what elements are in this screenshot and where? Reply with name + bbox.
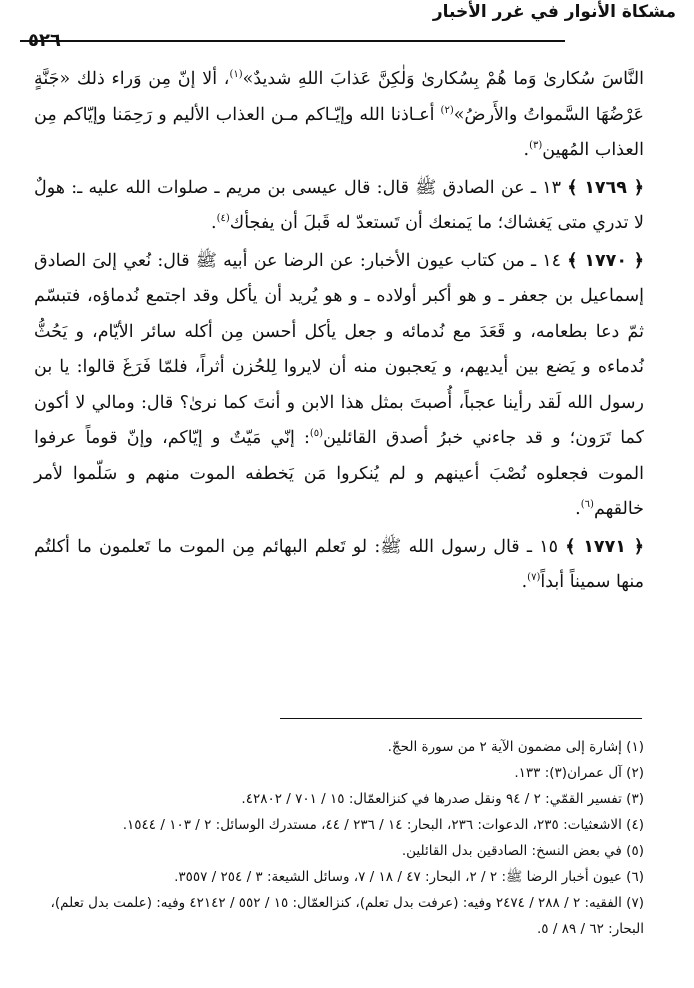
footnote-separator bbox=[280, 718, 642, 719]
hadith-end: . bbox=[521, 572, 528, 592]
hadith-1771 bbox=[34, 530, 644, 601]
main-text bbox=[34, 62, 644, 601]
footnote-ref: (٦) bbox=[580, 499, 594, 511]
hadith-1769 bbox=[34, 171, 644, 242]
footnote-ref: (٧) bbox=[527, 572, 541, 584]
header-rule bbox=[20, 40, 565, 42]
hadith-text: ١٣ ـ عن الصادق ﷺ قال: قال عيسى بن مريم ـ صلوات الله عليه ـ: هولٌ لا تدري متى يَغشاك؛ ما يَمنعك أن تَستعدّ له قَبلَ أن يفجأك bbox=[34, 177, 644, 233]
page-number: ٥٢٦ bbox=[28, 30, 61, 51]
footnote-3: (٣) تفسير القمّي: ٢ / ٩٤ ونقل صدرها في كنزالعمّال: ١٥ / ٧٠١ / ٤٢٨٠٢. bbox=[241, 791, 644, 807]
hadith-number: ﴿ ١٧٧١ ﴾ bbox=[565, 536, 644, 557]
hadith-text-part: ١٤ ـ من كتاب عيون الأخبار: عن الرضا عن أبيه ﷺ قال: نُعي إلىَ الصادق إسماعيل بن جعفر ـ و هو أكبر أولاده ـ و هو يُريد أن يأكل وقد اجتمع نُدماؤه، فتبسّم ثمّ دعا بطعامه، و قَعَدَ مع نُدمائه و جعل يأكل أحسن مِن أكله سائر الأيّام، و يَحُثُّ نُدماءه و يَضع بين أيديهم، و يَعجبون منه أن لايروا لِلحُزن أثراً، فلمّا فَرَغَ قالوا: يا بن رسول الله لَقد رأينا عجباً، أُصبتَ بمثل هذا الابن و أنتَ كما نرىٰ؟ قال: ومالي لا أكون كما تَرَون؛ و قد جاءني خبرُ أصدق القائلين bbox=[34, 250, 644, 448]
footnote-6: (٦) عيون أخبار الرضا ﷺ: ٢ / ٢، البحار: ٤٧ / ١٨ / ٧، وسائل الشيعة: ٣ / ٢٥٤ / ٣٥٥٧. bbox=[174, 869, 644, 885]
footnote-ref: (٥) bbox=[309, 428, 324, 440]
hadith-end: . bbox=[575, 499, 581, 519]
hadith-number: ﴿ ١٧٧٠ ﴾ bbox=[567, 250, 644, 271]
footnote-7: (٧) الفقيه: ٢ / ٢٨٨ / ٢٤٧٤ وفيه: (عرفت بدل تعلم)، كنزالعمّال: ١٥ / ٥٥٢ / ٤٢١٤٢ وفيه: (علمت بدل تعلم)، البحار: ٦٢ / ٨٩ / ٥. bbox=[50, 895, 644, 937]
paragraph-text: أعـاذنا الله وإيّـاكم مـن العذاب الأليم و رَحِمَنا وإيّاكم مِن العذاب المُهين bbox=[34, 104, 644, 160]
footnote-2: (٢) آل عمران(٣): ١٣٣. bbox=[514, 765, 644, 781]
paragraph-text: . bbox=[523, 140, 530, 160]
footnote-4: (٤) الاشعثيات: ٢٣٥، الدعوات: ٢٣٦، البحار: ١٤ / ٢٣٦ / ٤٤، مستدرك الوسائل: ٢ / ١٠٣ / ١٥٤٤. bbox=[122, 817, 644, 833]
footnote-ref: (١) bbox=[229, 69, 243, 81]
hadith-text bbox=[34, 251, 644, 520]
hadith-text-part: : إنّي مَيّتٌ و إيّاكم، وإنّ قوماً عرفوا الموت فجعلوه نُصْبَ أعينهم و لم يُنكروا مَن يَخطفه الموت منهم و سَلّموا لأمر خالقهم bbox=[34, 428, 644, 519]
hadith-end: . bbox=[211, 213, 217, 233]
paragraph-continuation bbox=[34, 62, 644, 169]
footnote-ref: (٤) bbox=[216, 213, 230, 225]
footnote-5: (٥) في بعض النسخ: الصادقين بدل القائلين. bbox=[401, 843, 644, 859]
footnotes bbox=[28, 734, 644, 942]
paragraph-text: النَّاسَ سُكارىٰ وَما هُمْ بِسُكارىٰ وَلٰكِنَّ عَذابَ اللهِ شديدٌ» bbox=[242, 69, 644, 89]
footnote-ref: (٣) bbox=[529, 140, 543, 152]
hadith-1770 bbox=[34, 244, 644, 528]
footnote-1: (١) إشارة إلى مضمون الآية ٢ من سورة الحجّ. bbox=[387, 739, 644, 755]
footnote-ref: (٢) bbox=[440, 104, 454, 116]
paragraph-text: ، ألا إنّ مِن وَراء ذلك «جَنَّةٍ عَرْضُهَا السَّمواتُ والأَرضُ» bbox=[34, 69, 644, 125]
hadith-text: ١٥ ـ قال رسول الله ﷺ: لو تَعلم البهائم مِن الموت ما تَعلمون ما أكلتُم منها سميناً أبداً bbox=[34, 536, 644, 592]
hadith-number: ﴿ ١٧٦٩ ﴾ bbox=[567, 177, 644, 198]
running-header-title: مشكاة الأنوار في غرر الأخبار bbox=[432, 2, 676, 22]
